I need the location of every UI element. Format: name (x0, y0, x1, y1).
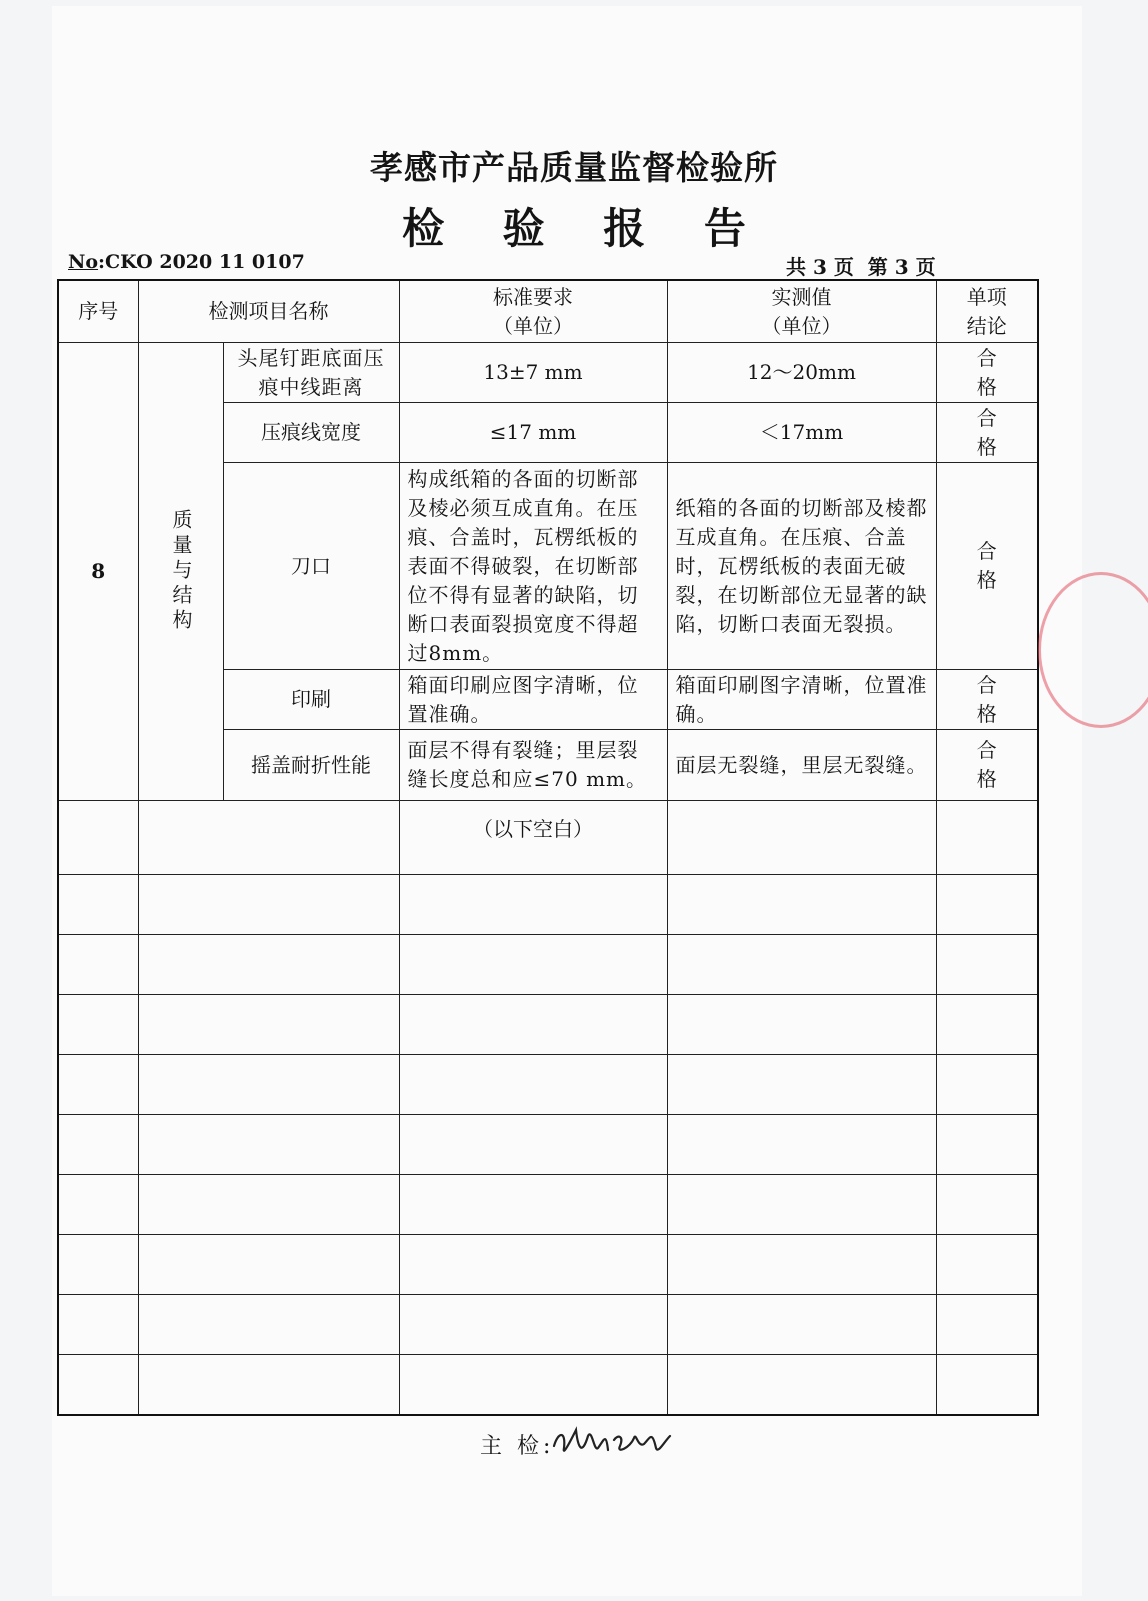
conclusion-cell: 合格 (936, 403, 1038, 463)
document-number (68, 251, 305, 273)
measured-cell: 纸箱的各面的切断部及棱都互成直角。在压痕、合盖时，瓦楞纸板的表面无破裂，在切断部位无显著的缺陷，切断口表面无裂损。 (667, 463, 936, 670)
empty-row (58, 995, 1038, 1055)
item-cell: 刀口 (223, 463, 399, 670)
empty-row (58, 1355, 1038, 1416)
standard-cell: 13±7 mm (399, 343, 667, 403)
inspector-label: 主 检: (480, 1434, 555, 1459)
empty-row (58, 1235, 1038, 1295)
inspector-signature (548, 1418, 678, 1468)
empty-row (58, 935, 1038, 995)
blank-cell (58, 801, 138, 875)
doc-no-value: :CKO 2020 11 0107 (98, 251, 305, 273)
standard-cell: 箱面印刷应图字清晰，位置准确。 (399, 670, 667, 730)
page-info: 共 3 页 第 3 页 (786, 255, 936, 279)
header-item: 检测项目名称 (138, 280, 399, 343)
empty-row (58, 1055, 1038, 1115)
standard-cell: 面层不得有裂缝；里层裂缝长度总和应≤70 mm。 (399, 730, 667, 801)
conclusion-cell: 合格 (936, 730, 1038, 801)
conclusion-cell: 合格 (936, 463, 1038, 670)
standard-cell: 构成纸箱的各面的切断部及棱必须互成直角。在压痕、合盖时，瓦楞纸板的表面不得破裂，在切断部位不得有显著的缺陷，切断口表面裂损宽度不得超过8mm。 (399, 463, 667, 670)
blank-cell (138, 801, 399, 875)
empty-row (58, 1175, 1038, 1235)
measured-cell: 12～20mm (667, 343, 936, 403)
header-measured: 实测值 （单位） (667, 280, 936, 343)
blank-cell (936, 801, 1038, 875)
empty-row (58, 875, 1038, 935)
standard-cell: ≤17 mm (399, 403, 667, 463)
header-seq: 序号 (58, 280, 138, 343)
measured-cell: 面层无裂缝，里层无裂缝。 (667, 730, 936, 801)
empty-row (58, 1295, 1038, 1355)
conclusion-cell: 合格 (936, 343, 1038, 403)
table-row (58, 343, 1038, 403)
blank-cell (667, 801, 936, 875)
item-cell: 摇盖耐折性能 (223, 730, 399, 801)
table-header-row (58, 280, 1038, 343)
measured-cell: ＜17mm (667, 403, 936, 463)
blank-note-row (58, 801, 1038, 875)
item-cell: 压痕线宽度 (223, 403, 399, 463)
item-cell: 头尾钉距底面压痕中线距离 (223, 343, 399, 403)
organization-name: 孝感市产品质量监督检验所 (370, 148, 778, 187)
seq-cell: 8 (58, 343, 138, 801)
conclusion-cell: 合格 (936, 670, 1038, 730)
item-cell: 印刷 (223, 670, 399, 730)
doc-no-label: No (68, 251, 99, 273)
blank-note: （以下空白） (399, 801, 667, 875)
header-standard: 标准要求 （单位） (399, 280, 667, 343)
inspection-table (57, 279, 1039, 1416)
category-cell (138, 343, 223, 801)
measured-cell: 箱面印刷图字清晰，位置准确。 (667, 670, 936, 730)
report-title: 检 验 报 告 (402, 204, 768, 253)
header-conclusion: 单项 结论 (936, 280, 1038, 343)
empty-row (58, 1115, 1038, 1175)
category-label: 质量与结构 (169, 509, 193, 634)
